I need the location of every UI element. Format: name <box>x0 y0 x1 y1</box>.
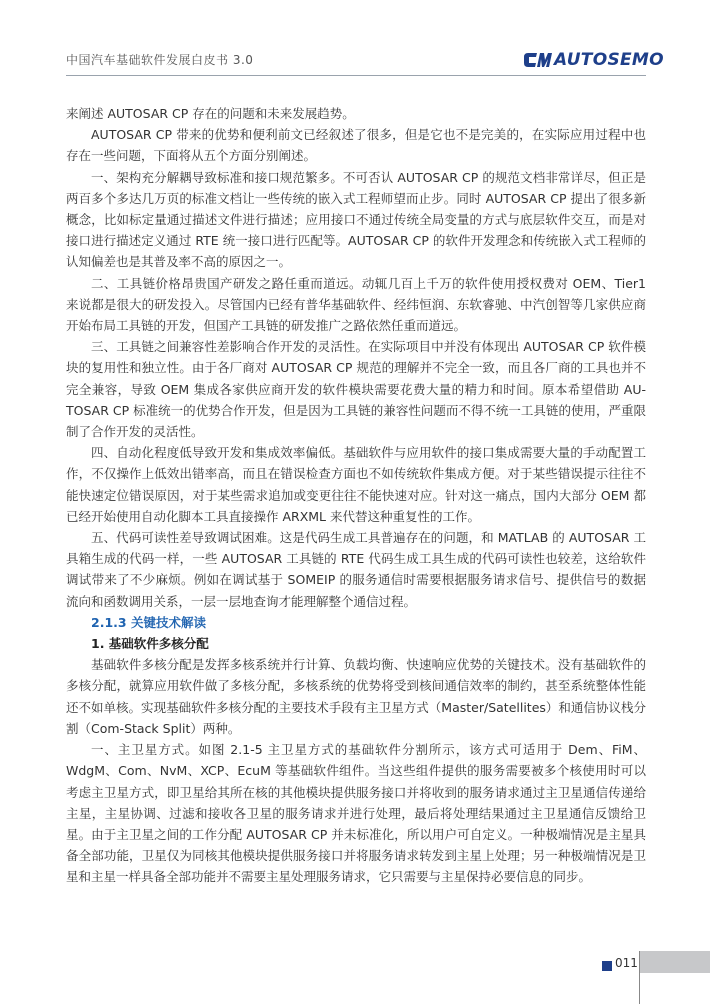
paragraph-multicore-intro: 基础软件多核分配是发挥多核系统并行计算、负载均衡、快速响应优势的关键技术。没有基础软件的多核分配，就算应用软件做了多核分配，多核系统的优势将受到核间通信效率的制约，甚至系统整体性能还不如单核。实现基础软件多核分配的主要技术手段有主卫星方式（Master/Satellites）和通信协议栈分割（Com-Stack Split）两种。 <box>66 657 646 736</box>
page-body <box>66 103 646 888</box>
header-title: 中国汽车基础软件发展白皮书 3.0 <box>66 53 254 67</box>
cm-logo-icon <box>524 51 552 69</box>
paragraph-master-satellite: 一、主卫星方式。如图 2.1-5 主卫星方式的基础软件分割所示，该方式可适用于 Dem、FiM、WdgM、Com、NvM、XCP、EcuM 等基础软件组件。当这些组件提供的服务需要被多个核使用时可以考虑主卫星方式，即卫星给其所在核的其他模块提供服务接口并将收到的服务请求通过主卫星通信传递给主星，主星协调、过滤和接收各卫星的服务请求并进行处理，最后将处理结果通过主卫星通信反馈给卫星。由于主卫星之间的工作分配 AUTOSAR CP 并未标准化，所以用户可自定义。一种极端情况是主星具备全部功能，卫星仅为同核其他模块提供服务接口并将服务请求转发到主星上处理；另一种极端情况是卫星和主星一样具备全部功能并不需要主星处理服务请求，它只需要与主星保持必要信息的同步。 <box>66 742 646 885</box>
page-number: 011 <box>615 956 638 970</box>
header-divider <box>66 75 646 76</box>
logo-text: AUTOSEMO <box>554 50 664 70</box>
paragraph-issue-1: 一、架构充分解耦导致标准和接口规范繁多。不可否认 AUTOSAR CP 的规范文档非常详尽，但正是两百多个多达几万页的标准文档让一些传统的嵌入式工程师望而止步。同时 AUTOSAR CP 提出了很多新概念，比如标定量通过描述文件进行描述；应用接口不通过传统全局变量的方式与底层软件交互，而是对接口进行描述定义通过 RTE 统一接口进行匹配等。AUTOSAR CP 的软件开发理念和传统嵌入式工程师的认知偏差也是其普及率不高的原因之一。 <box>66 169 646 270</box>
subsection-heading: 1. 基础软件多核分配 <box>91 636 209 652</box>
paragraph-issue-5: 五、代码可读性差导致调试困难。这是代码生成工具普遍存在的问题，和 MATLAB 的 AUTOSAR 工具箱生成的代码一样，一些 AUTOSAR 工具链的 RTE 代码生成工具生成的代码可读性也较差，这给软件调试带来了不少麻烦。例如在调试基于 SOMEIP 的服务通信时需要根据服务请求信号、提供信号的数据流向和函数调用关系，一层一层地查询才能理解整个通信过程。 <box>66 530 646 609</box>
section-heading: 2.1.3 关键技术解读 <box>91 614 206 630</box>
paragraph-issue-4: 四、自动化程度低导致开发和集成效率偏低。基础软件与应用软件的接口集成需要大量的手动配置工作，不仅操作上低效出错率高，而且在错误检查方面也不如传统软件集成方便。对于某些错误提示往往不能快速定位错误原因，对于某些需求追加或变更往往不能快速对应。针对这一痛点，国内大部分 OEM 都已经开始使用自动化脚本工具直接操作 ARXML 来代替这种重复性的工作。 <box>66 445 646 524</box>
autosemo-logo <box>524 49 664 71</box>
page-number-marker <box>602 961 612 971</box>
paragraph-overview: AUTOSAR CP 带来的优势和便利前文已经叙述了很多，但是它也不是完美的，在实际应用过程中也存在一些问题，下面将从五个方面分别阐述。 <box>66 127 646 164</box>
paragraph-issue-3: 三、工具链之间兼容性差影响合作开发的灵活性。在实际项目中并没有体现出 AUTOSAR CP 软件模块的复用性和独立性。由于各厂商对 AUTOSAR CP 规范的理解并不完全一致，而且各厂商的工具也并不完全兼容，导致 OEM 集成各家供应商开发的软件模块需要花费大量的精力和时间。原本希望借助 AU-TOSAR CP 标准统一的优势合作开发，但是因为工具链的兼容性问题而不得不统一工具链的使用，严重限制了合作开发的灵活性。 <box>66 339 646 440</box>
page-header <box>0 0 710 80</box>
paragraph-intro-continuation: 来阐述 AUTOSAR CP 存在的问题和未来发展趋势。 <box>66 106 355 121</box>
footer-band <box>640 951 710 973</box>
paragraph-issue-2: 二、工具链价格昂贵国产研发之路任重而道远。动辄几百上千万的软件使用授权费对 OEM、Tier1 来说都是很大的研发投入。尽管国内已经有普华基础软件、经纬恒润、东软睿驰、中汽创智等几家供应商开始布局工具链的开发，但国产工具链的研发推广之路依然任重而道远。 <box>66 275 646 334</box>
